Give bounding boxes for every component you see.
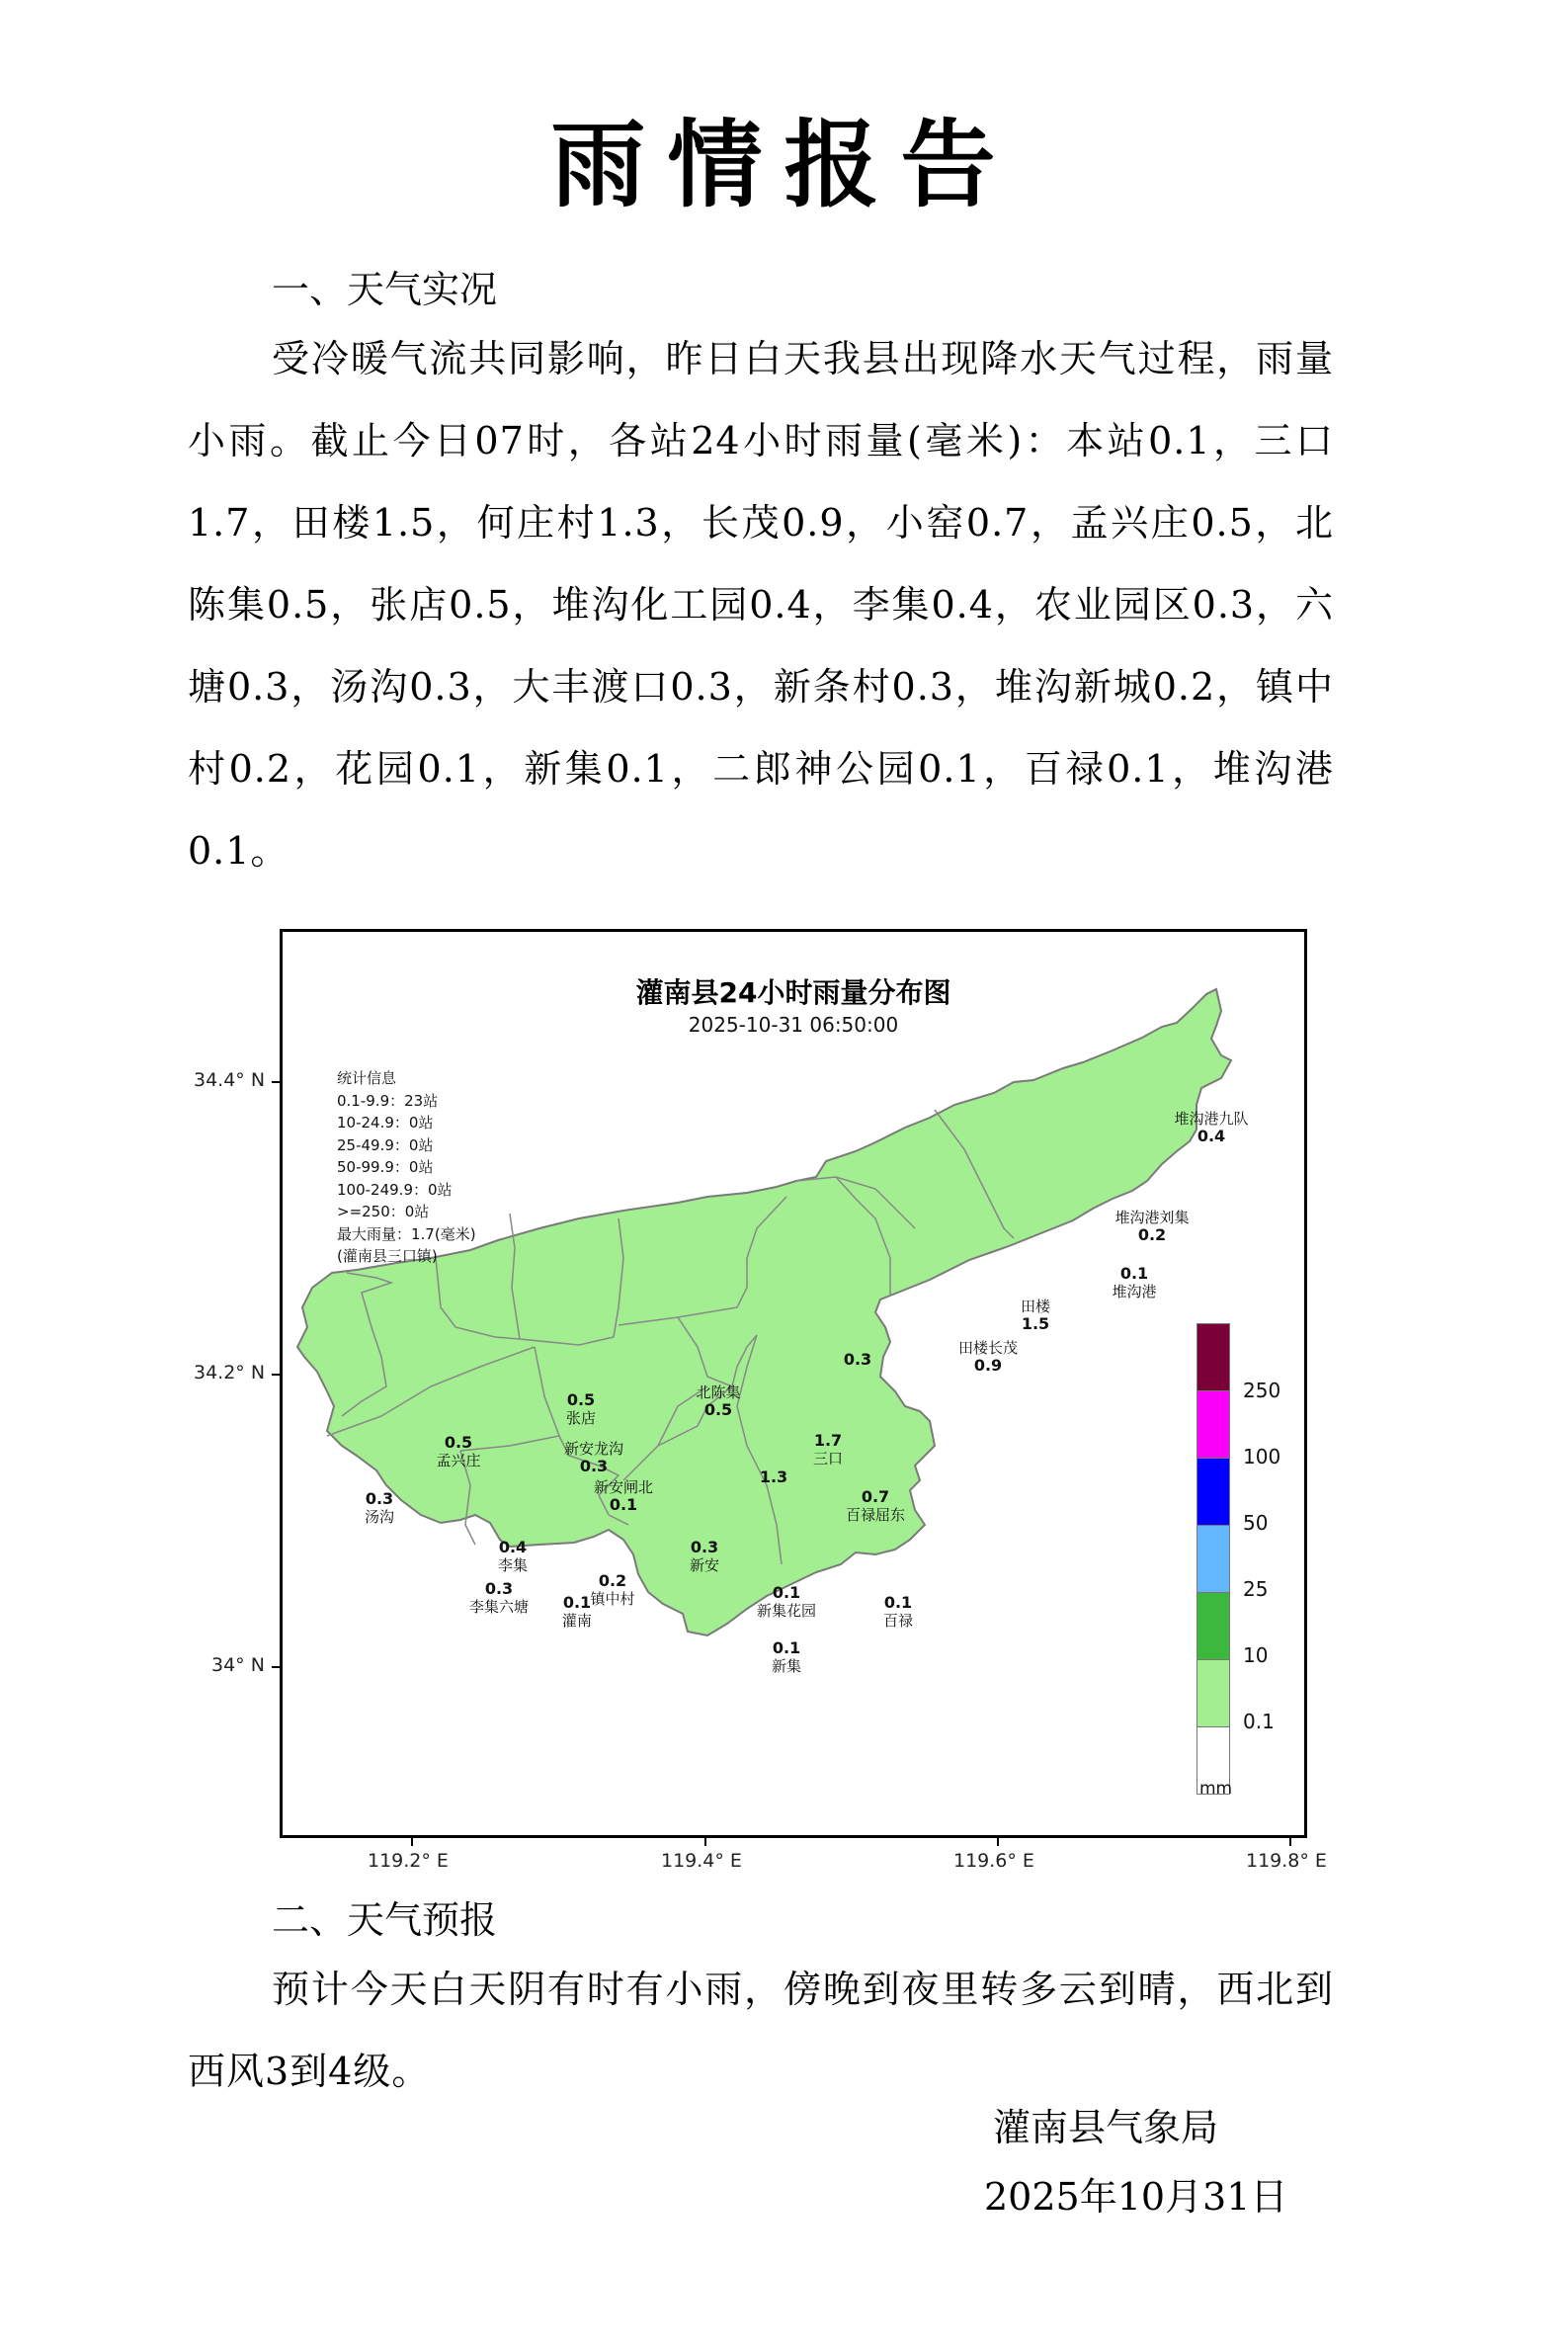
station-value: 0.1	[609, 1495, 638, 1514]
station-name: 新集花园	[756, 1602, 817, 1620]
station-value: 0.7	[861, 1487, 890, 1506]
station-value: 0.1	[772, 1638, 801, 1657]
station-value: 1.3	[759, 1468, 788, 1486]
station-label	[883, 1594, 913, 1630]
legend-label: 250	[1243, 1379, 1281, 1402]
station-name: 汤沟	[364, 1508, 395, 1526]
y-tick	[272, 1081, 282, 1083]
legend-label: 100	[1243, 1445, 1281, 1468]
x-tick	[997, 1836, 999, 1846]
station-value: 0.5	[566, 1390, 596, 1409]
station-label	[696, 1384, 740, 1419]
station-value: 1.5	[1021, 1314, 1050, 1333]
x-tick	[704, 1836, 706, 1846]
station-label	[436, 1434, 480, 1469]
station-name: 田楼长茂	[957, 1339, 1019, 1357]
stats-line: >=250：0站	[337, 1203, 430, 1220]
station-label	[564, 1440, 623, 1475]
station-value: 0.3	[579, 1457, 609, 1475]
station-name: 百禄屈东	[845, 1506, 906, 1524]
stats-line: 100-249.9：0站	[337, 1180, 453, 1199]
station-label	[846, 1488, 905, 1524]
map-title: 灌南县24小时雨量分布图	[635, 976, 951, 1009]
y-axis-label: 34.2° N	[194, 1362, 266, 1384]
x-axis-label: 119.2° E	[368, 1850, 449, 1872]
station-name: 三口	[812, 1450, 844, 1468]
stats-line: (灌南县三口镇)	[337, 1247, 438, 1265]
x-tick	[1289, 1836, 1291, 1846]
station-name: 北陈集	[696, 1384, 741, 1401]
station-label	[498, 1539, 528, 1574]
x-axis-label: 119.6° E	[953, 1850, 1034, 1872]
station-value: 0.5	[444, 1433, 473, 1452]
x-axis-label: 119.4° E	[661, 1850, 742, 1872]
station-label	[757, 1584, 816, 1620]
station-name: 新安龙沟	[563, 1440, 624, 1458]
station-label	[760, 1468, 787, 1486]
station-name: 灌南	[561, 1612, 593, 1630]
station-value: 0.2	[1137, 1225, 1167, 1244]
station-name: 张店	[565, 1409, 597, 1427]
station-label	[594, 1478, 653, 1514]
station-label	[590, 1572, 634, 1608]
station-label	[566, 1391, 596, 1427]
station-value: 0.3	[365, 1489, 394, 1508]
station-value: 1.7	[813, 1431, 843, 1450]
x-tick	[411, 1836, 413, 1846]
station-value: 0.3	[843, 1350, 872, 1369]
y-axis-label: 34.4° N	[194, 1069, 266, 1091]
map-timestamp: 2025-10-31 06:50:00	[688, 1013, 899, 1037]
station-value: 0.2	[598, 1571, 627, 1590]
station-name: 镇中村	[590, 1590, 635, 1608]
y-tick	[272, 1374, 282, 1376]
station-label	[562, 1594, 592, 1630]
stats-line: 0.1-9.9：23站	[337, 1091, 439, 1110]
y-axis-label: 34° N	[211, 1654, 265, 1676]
legend-swatch-25-50	[1197, 1525, 1230, 1592]
section-heading-weather-observation: 一、天气实况	[272, 268, 498, 311]
legend-label: 0.1	[1243, 1710, 1275, 1733]
station-label	[365, 1490, 394, 1526]
legend-swatch-50-100	[1197, 1458, 1230, 1525]
station-name: 新安	[689, 1556, 720, 1574]
station-label	[1114, 1209, 1189, 1244]
station-label	[813, 1432, 843, 1468]
stats-line: 10-24.9：0站	[337, 1114, 434, 1132]
station-name: 田楼	[1020, 1298, 1051, 1315]
rainfall-map	[280, 929, 1307, 1838]
station-value: 0.3	[690, 1538, 719, 1556]
station-label	[1174, 1110, 1248, 1145]
station-name: 百禄	[882, 1612, 914, 1630]
legend-label: 25	[1243, 1577, 1269, 1601]
legend-swatch-10-25	[1197, 1592, 1230, 1659]
station-label	[844, 1351, 871, 1369]
station-value: 0.1	[562, 1593, 592, 1612]
station-label	[772, 1639, 801, 1675]
station-value: 0.1	[772, 1583, 801, 1602]
y-tick	[272, 1666, 282, 1668]
station-label	[1112, 1265, 1156, 1300]
station-value: 0.9	[973, 1356, 1003, 1375]
station-value: 0.3	[484, 1579, 514, 1598]
weather-forecast-paragraph: 预计今天白天阴有时有小雨，傍晚到夜里转多云到晴，西北到西风3到4级。	[188, 1968, 1334, 2093]
station-label	[690, 1539, 719, 1574]
rainfall-legend	[1197, 1323, 1230, 1795]
station-value: 0.1	[883, 1593, 913, 1612]
station-name: 新安闸北	[593, 1478, 654, 1496]
station-name: 李集	[497, 1556, 529, 1574]
station-value: 0.4	[498, 1538, 528, 1556]
stats-line: 50-99.9：0站	[337, 1158, 434, 1176]
section-heading-weather-forecast: 二、天气预报	[272, 1898, 498, 1942]
stats-line: 25-49.9：0站	[337, 1135, 434, 1154]
issuing-agency: 灌南县气象局	[993, 2106, 1219, 2149]
report-title: 雨情报告	[550, 110, 1018, 220]
legend-label: 10	[1243, 1643, 1269, 1667]
station-label	[1021, 1298, 1050, 1333]
station-value: 0.5	[703, 1400, 733, 1419]
station-value: 0.1	[1119, 1264, 1149, 1283]
station-label	[958, 1339, 1018, 1375]
stats-heading: 统计信息	[337, 1069, 397, 1087]
weather-observation-paragraph: 受冷暖气流共同影响，昨日白天我县出现降水天气过程，雨量小雨。截止今日07时，各站24小时雨量(毫米)：本站0.1，三口1.7，田楼1.5，何庄村1.3，长茂0.9，小窑0.7，孟兴庄0.5，北陈集0.5，张店0.5，堆沟化工园0.4，李集0.4，农业园区0.3，六塘0.3，汤沟0.3，大丰渡口0.3，新条村0.3，堆沟新城0.2，镇中村0.2，花园0.1，新集0.1，二郎神公园0.1，百禄0.1，堆沟港0.1。	[188, 337, 1334, 873]
x-axis-label: 119.8° E	[1246, 1850, 1327, 1872]
station-name: 堆沟港	[1112, 1283, 1157, 1300]
station-name: 李集六塘	[468, 1598, 530, 1616]
station-name: 孟兴庄	[436, 1452, 481, 1469]
station-label	[469, 1580, 529, 1616]
issue-date: 2025年10月31日	[984, 2175, 1288, 2219]
station-value: 0.4	[1197, 1127, 1226, 1145]
legend-swatch-250plus	[1197, 1323, 1230, 1390]
statistics-panel	[337, 1067, 476, 1268]
legend-swatch-0.1-10	[1197, 1659, 1230, 1726]
stats-line: 最大雨量：1.7(毫米)	[337, 1224, 476, 1243]
legend-unit: mm	[1199, 1779, 1233, 1799]
legend-label: 50	[1243, 1511, 1269, 1535]
station-name: 新集	[771, 1657, 802, 1675]
station-name: 堆沟港刘集	[1114, 1209, 1190, 1226]
station-name: 堆沟港九队	[1174, 1110, 1249, 1128]
legend-swatch-100-250	[1197, 1390, 1230, 1458]
